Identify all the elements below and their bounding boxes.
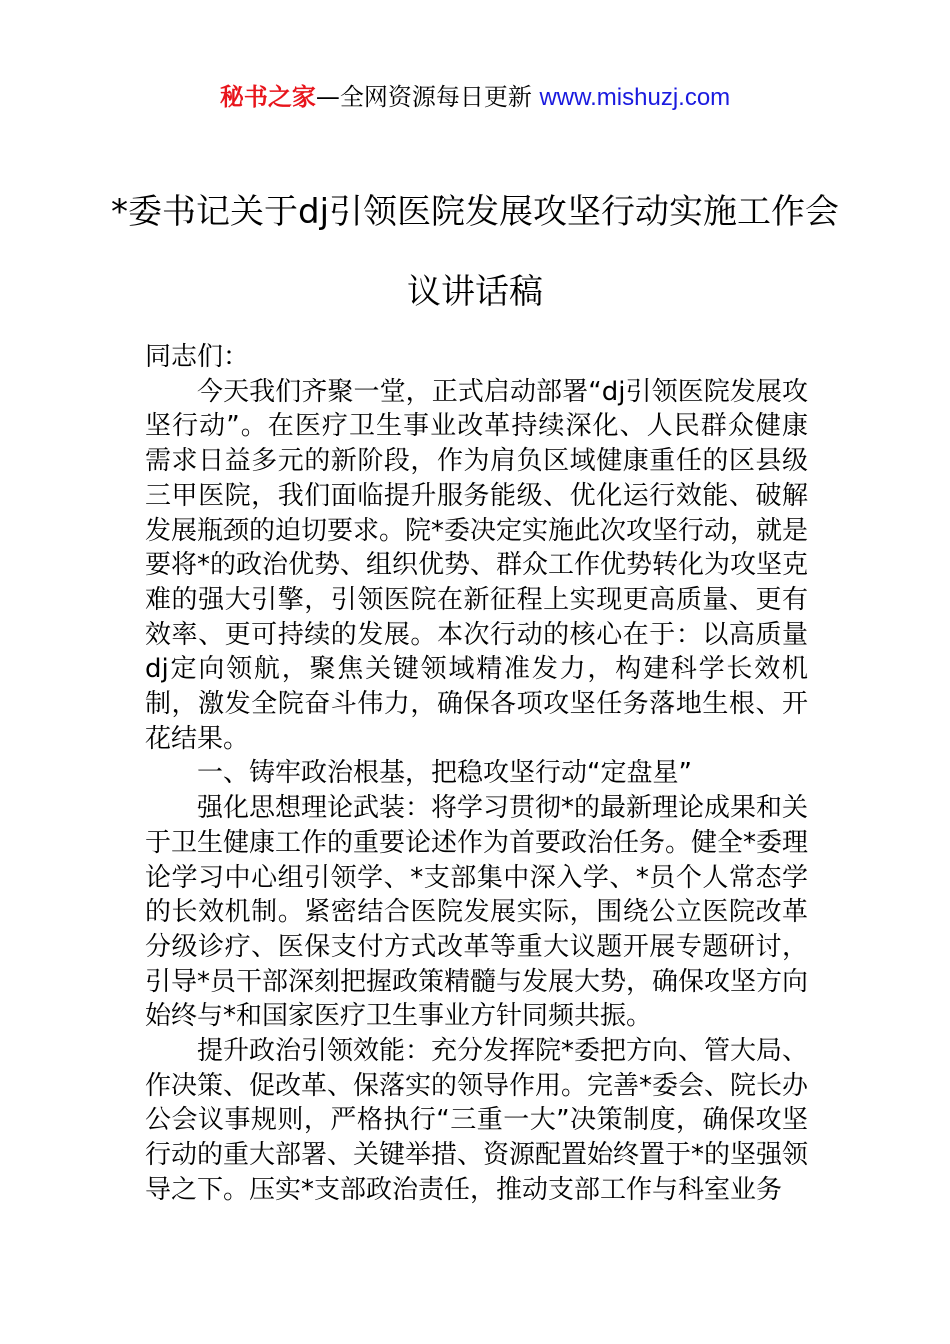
brand-name: 秘书之家 (219, 83, 316, 111)
section-heading-1: 一、铸牢政治根基，把稳攻坚行动“定盘星” (197, 758, 692, 789)
paragraph-intro: 今天我们齐聚一堂，正式启动部署“dj引领医院发展攻坚行动”。在医疗卫生事业改革持续深化、人民群众健康需求日益多元的新阶段，作为肩负区域健康重任的区县级三甲医院，我们面临提升服务能级、优化运行效能、破解发展瓶颈的迫切要求。院*委决定实施此次攻坚行动，就是要将*的政治优势、组织优势、群众工作优势转化为攻坚克难的强大引擎，引领医院在新征程上实现更高质量、更有效率、更可持续的发展。本次行动的核心在于：以高质量dj定向领航，聚焦关键领域精准发力，构建科学长效机制，激发全院奋斗伟力，确保各项攻坚任务落地生根、开花结果。 (145, 376, 809, 754)
document-body (145, 340, 808, 1208)
paragraph-leadership: 提升政治引领效能：充分发挥院*委把方向、管大局、作决策、促改革、保落实的领导作用。完善*委会、院长办公会议事规则，严格执行“三重一大”决策制度，确保攻坚行动的重大部署、关键举措、资源配置始终置于*的坚强领导之下。压实*支部政治责任，推动支部工作与科室业务 (145, 1036, 809, 1205)
paragraph-theory: 强化思想理论武装：将学习贯彻*的最新理论成果和关于卫生健康工作的重要论述作为首要政治任务。健全*委理论学习中心组引领学、*支部集中深入学、*员个人常态学的长效机制。紧密结合医院发展实际，围绕公立医院改革分级诊疗、医保支付方式改革等重大议题开展专题研讨，引导*员干部深刻把握政策精髓与发展大势，确保攻坚方向始终与*和国家医疗卫生事业方针同频共振。 (145, 793, 809, 1032)
site-url-link[interactable]: www.mishuzj.com (539, 84, 731, 111)
site-header (0, 80, 950, 115)
header-tagline: —全网资源每日更新 (315, 83, 540, 111)
salutation: 同志们： (145, 342, 250, 372)
document-title: *委书记关于dj引领医院发展攻坚行动实施工作会议讲话稿 (110, 192, 840, 312)
